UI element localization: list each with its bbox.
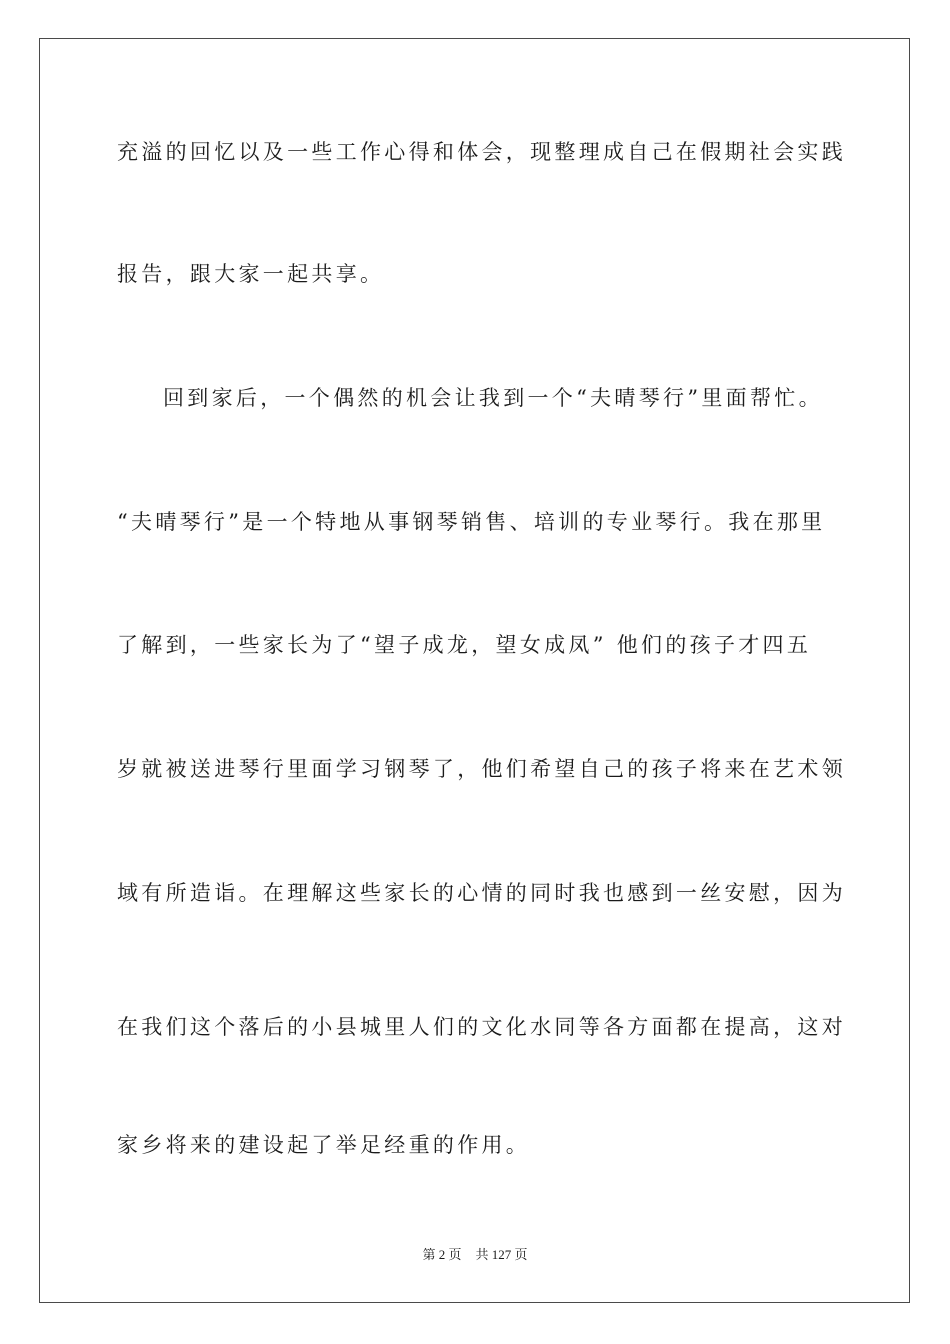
page-footer [0,1246,950,1264]
body-line-6: 岁就被送进琴行里面学习钢琴了，他们希望自己的孩子将来在艺术领 [117,757,846,781]
body-line-1: 充溢的回忆以及一些工作心得和体会，现整理成自己在假期社会实践 [117,140,846,164]
body-line-9: 家乡将来的建设起了举足经重的作用。 [117,1133,531,1157]
body-line-7: 域有所造诣。在理解这些家长的心情的同时我也感到一丝安慰，因为 [117,881,846,905]
page-number: 第 2 页 [422,1247,462,1262]
page-border [39,38,910,1303]
body-line-4: “夫晴琴行”是一个特地从事钢琴销售、培训的专业琴行。我在那里 [117,510,826,534]
body-line-3: 回到家后，一个偶然的机会让我到一个“夫晴琴行”里面帮忙。 [163,386,823,410]
body-line-2: 报告，跟大家一起共享。 [117,262,385,286]
body-line-5: 了解到，一些家长为了“望子成龙，望女成凤” 他们的孩子才四五 [117,633,812,657]
page-total: 共 127 页 [475,1247,528,1262]
body-line-8: 在我们这个落后的小县城里人们的文化水同等各方面都在提高，这对 [117,1015,846,1039]
